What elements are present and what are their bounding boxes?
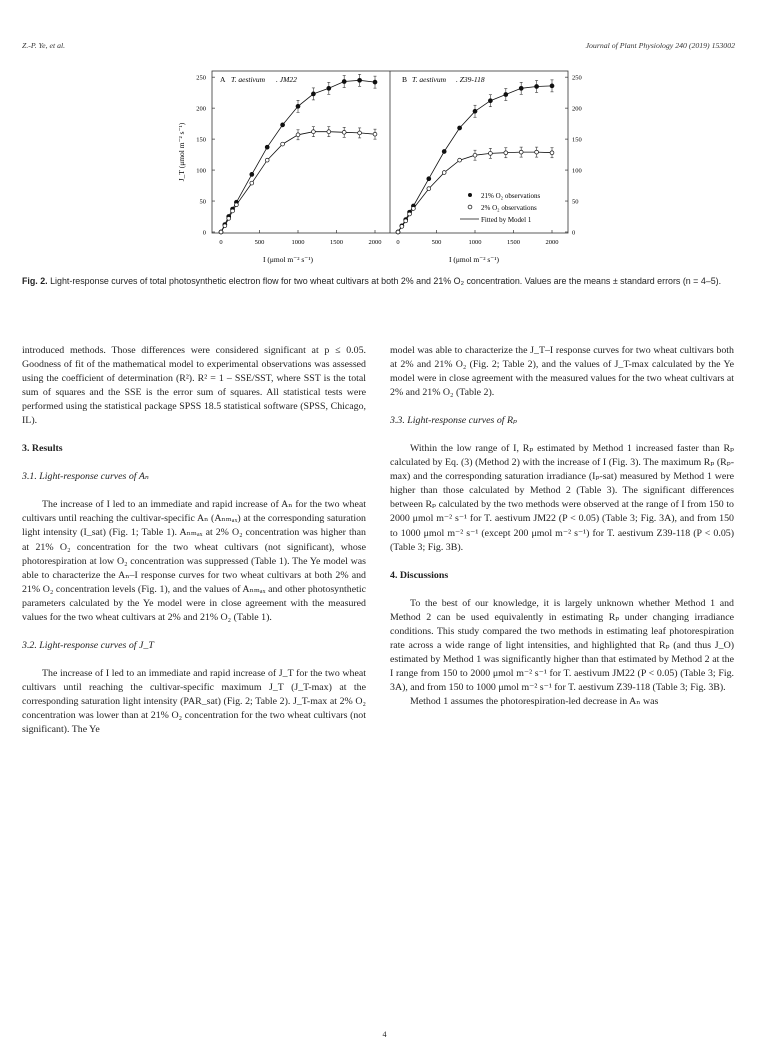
left-column: [22, 344, 366, 737]
y-axis-label: J_T (μmol m⁻² s⁻¹): [177, 122, 186, 182]
panel-b-cultivar: . Z39-118: [456, 75, 485, 84]
fit-curve-2-panel-a: [221, 132, 375, 232]
panel-b-label: B: [402, 75, 408, 84]
data-point-2-o2: [373, 132, 377, 136]
page-number: 4: [382, 1030, 387, 1039]
caption-label: Fig. 2.: [22, 276, 48, 286]
y-tick-label: 0: [202, 229, 206, 237]
paragraph-discussion-2: Method 1 assumes the photorespiration-led decrease in Aₙ was: [410, 695, 659, 707]
paragraph-3-1: The increase of I led to an immediate and rapid increase of Aₙ for the two wheat cultivars until reaching the cultivar-specific Aₙ (Aₙₘₐₓ) at the corresponding saturation light intensity (I_sat) (Fig. 1; Table 1). Aₙₘₐₓ at 2% O₂ concentration was higher than at 21% O₂ concentration for the two wheat cultivars (not significant), whose photorespiration at low O₂ concentration was suppressed (Table 1). The Ye model was able to characterize the Aₙ–I response curves for two wheat cultivars at both 2% and 21% O₂ concentration levels (Fig. 1), and the values of Aₙₘₐₓ and other photosynthetic parameters calculated by the Ye model were in close agreement with the measured values for the two wheat cultivars at 2% and 21% O₂ (Table 1).: [22, 499, 366, 623]
y-tick-label: 150: [196, 136, 206, 144]
data-point-2-o2: [358, 131, 362, 135]
x-tick-label: 2000: [545, 239, 559, 246]
y-tick-label: 250: [196, 74, 206, 82]
data-point-21-o2: [250, 172, 254, 176]
y-tick-label: 250: [572, 74, 582, 82]
data-point-2-o2: [296, 133, 300, 137]
data-point-2-o2: [404, 219, 408, 223]
panel-b-species: T. aestivum: [412, 75, 447, 84]
data-point-2-o2: [504, 151, 508, 155]
data-point-21-o2: [458, 126, 462, 130]
x-tick-label: 0: [396, 239, 400, 246]
legend-marker-2: [468, 205, 472, 209]
data-point-2-o2: [519, 150, 523, 154]
x-tick-label: 1000: [291, 239, 305, 246]
data-point-21-o2: [504, 93, 508, 97]
data-point-21-o2: [342, 80, 346, 84]
x-tick-label: 500: [431, 239, 442, 246]
data-point-2-o2: [408, 212, 412, 216]
data-point-21-o2: [535, 84, 539, 88]
data-point-2-o2: [412, 207, 416, 211]
x-tick-label: 1000: [468, 239, 482, 246]
figure-caption: [22, 275, 734, 288]
data-point-21-o2: [265, 145, 269, 149]
data-point-2-o2: [400, 225, 404, 229]
data-point-21-o2: [550, 84, 554, 88]
x-axis-label-a: I (μmol m⁻² s⁻¹): [263, 255, 313, 264]
legend-marker-21: [468, 193, 472, 197]
data-point-2-o2: [458, 158, 462, 162]
data-point-21-o2: [473, 109, 477, 113]
legend-item-2: 2% O₂ observations: [481, 204, 537, 212]
section-heading-results: 3. Results: [22, 443, 63, 455]
data-point-2-o2: [227, 216, 231, 220]
y-tick-label: 50: [199, 198, 206, 206]
running-header-journal: Journal of Plant Physiology 240 (2019) 153002: [585, 41, 735, 50]
figure-2: [0, 0, 769, 272]
data-point-2-o2: [396, 230, 400, 234]
paragraph-3-2-cont: model was able to characterize the J_T–I response curves for two wheat cultivars both at 2% and 21% O₂ (Fig. 2; Table 2), and the values of J_T-max calculated by the Ye model were in close agreement with the measured values for the two wheat cultivars at 2% and 21% O₂ (Table 2).: [390, 345, 734, 399]
paragraph-3-2: The increase of I led to an immediate and rapid increase of J_T for the two wheat cultivars until reaching the cultivar-specific maximum J_T (J_T-max) at the corresponding saturation light intensity (PAR_sat) (Fig. 2; Table 2). J_T-max at 2% O₂ concentration was lower than at 21% O₂ concentration for the two wheat cultivars (not significant). The Ye: [22, 667, 366, 736]
data-point-2-o2: [442, 171, 446, 175]
x-axis-label-b: I (μmol m⁻² s⁻¹): [449, 255, 499, 264]
y-tick-label: 50: [572, 198, 579, 206]
data-point-21-o2: [519, 86, 523, 90]
x-tick-label: 1500: [507, 239, 520, 246]
data-point-2-o2: [219, 230, 223, 234]
data-point-2-o2: [265, 158, 269, 162]
y-tick-label: 0: [572, 229, 576, 237]
data-point-21-o2: [281, 123, 285, 127]
data-point-2-o2: [250, 181, 254, 185]
data-point-2-o2: [427, 187, 431, 191]
legend: [460, 192, 540, 224]
y-tick-label: 100: [572, 167, 582, 175]
data-point-2-o2: [489, 151, 493, 155]
panel-a-label: A: [220, 75, 226, 84]
data-point-21-o2: [442, 150, 446, 154]
paragraph-methods-end: introduced methods. Those differences were considered significant at p ≤ 0.05. Goodness of fit of the mathematical model to experimental observations was assessed using the coefficient of determination (R²). R² = 1 – SSE/SST, where SST is the total sum of squares and the SSE is the error sum of squares. All statistical tests were performed using the statistical package SPSS 18.5 statistical software (SPSS, Chicago, IL).: [22, 345, 366, 427]
y-tick-label: 200: [572, 105, 582, 113]
data-point-2-o2: [223, 224, 227, 228]
subsection-heading-3-2: 3.2. Light-response curves of J_T: [22, 639, 154, 651]
legend-item-21: 21% O₂ observations: [481, 192, 541, 200]
data-point-21-o2: [327, 86, 331, 90]
running-header-authors: Z.-P. Ye, et al.: [22, 41, 66, 50]
data-point-2-o2: [327, 130, 331, 134]
section-heading-discussions: 4. Discussions: [390, 569, 449, 581]
data-point-21-o2: [358, 78, 362, 82]
data-point-2-o2: [231, 209, 235, 213]
data-point-2-o2: [342, 130, 346, 134]
legend-item-fit: Fitted by Model 1: [481, 216, 532, 224]
x-tick-label: 500: [254, 239, 265, 246]
data-point-21-o2: [373, 80, 377, 84]
data-point-2-o2: [235, 203, 239, 207]
y-tick-label: 150: [572, 136, 582, 144]
panel-a-species: T. aestivum: [231, 75, 266, 84]
data-point-2-o2: [473, 153, 477, 157]
x-tick-label: 0: [219, 239, 223, 246]
data-point-21-o2: [427, 177, 431, 181]
paragraph-3-3: Within the low range of I, Rₚ estimated by Method 1 increased faster than Rₚ calculated by Eq. (3) (Method 2) with the increase of I (Fig. 3). The maximum Rₚ (Rₚ-max) and the corresponding saturation irradiance (Iₚ-sat) measured by Method 1 were higher than those calculated by Method 2 (Table 3). The significant differences between Rₚ calculated by the two methods were observed at the range of I from 150 to 2000 μmol m⁻² s⁻¹ for T. aestivum JM22 (P < 0.05) (Table 3; Fig. 3A), and from 150 to 1000 μmol m⁻² s⁻¹ (except 200 μmol m⁻² s⁻¹) for T. aestivum Z39-118 (P < 0.05) (Table 3; Fig. 3B).: [390, 443, 734, 553]
panel-a-cultivar: . JM22: [276, 75, 297, 84]
data-point-21-o2: [296, 104, 300, 108]
caption-text: Light-response curves of total photosynthetic electron flow for two wheat cultivars at both 2% and 21% O₂ concentration. Values are the means ± standard errors (n = 4–5).: [50, 276, 722, 286]
data-point-2-o2: [535, 150, 539, 154]
data-point-2-o2: [281, 142, 285, 146]
paragraph-discussion-1: To the best of our knowledge, it is largely unknown whether Method 1 and Method 2 can be used equivalently in estimating Rₚ under changing irradiance conditions. This study compared the two methods in estimating leaf photorespiration rate across a wide range of light intensities, and highlighted that Rₚ (and thus J_O) estimated by Method 1 was significantly higher than that estimated by Method 2 at the I range from 150 to 2000 μmol m⁻² s⁻¹ for T. aestivum JM22 (P < 0.05) (Table 3; Fig. 3A), and from 150 to 1000 μmol m⁻² s⁻¹ for T. aestivum Z39-118 (Table 3; Fig. 3B).: [390, 597, 734, 693]
data-point-21-o2: [488, 99, 492, 103]
x-tick-label: 1500: [330, 239, 343, 246]
y-tick-label: 200: [196, 105, 206, 113]
y-tick-label: 100: [196, 167, 206, 175]
data-point-2-o2: [550, 151, 554, 155]
right-column: [390, 344, 734, 709]
subsection-heading-3-3: 3.3. Light-response curves of Rₚ: [390, 415, 518, 427]
data-point-21-o2: [311, 92, 315, 96]
data-point-2-o2: [312, 130, 316, 134]
x-tick-label: 2000: [368, 239, 382, 246]
subsection-heading-3-1: 3.1. Light-response curves of Aₙ: [22, 471, 149, 483]
